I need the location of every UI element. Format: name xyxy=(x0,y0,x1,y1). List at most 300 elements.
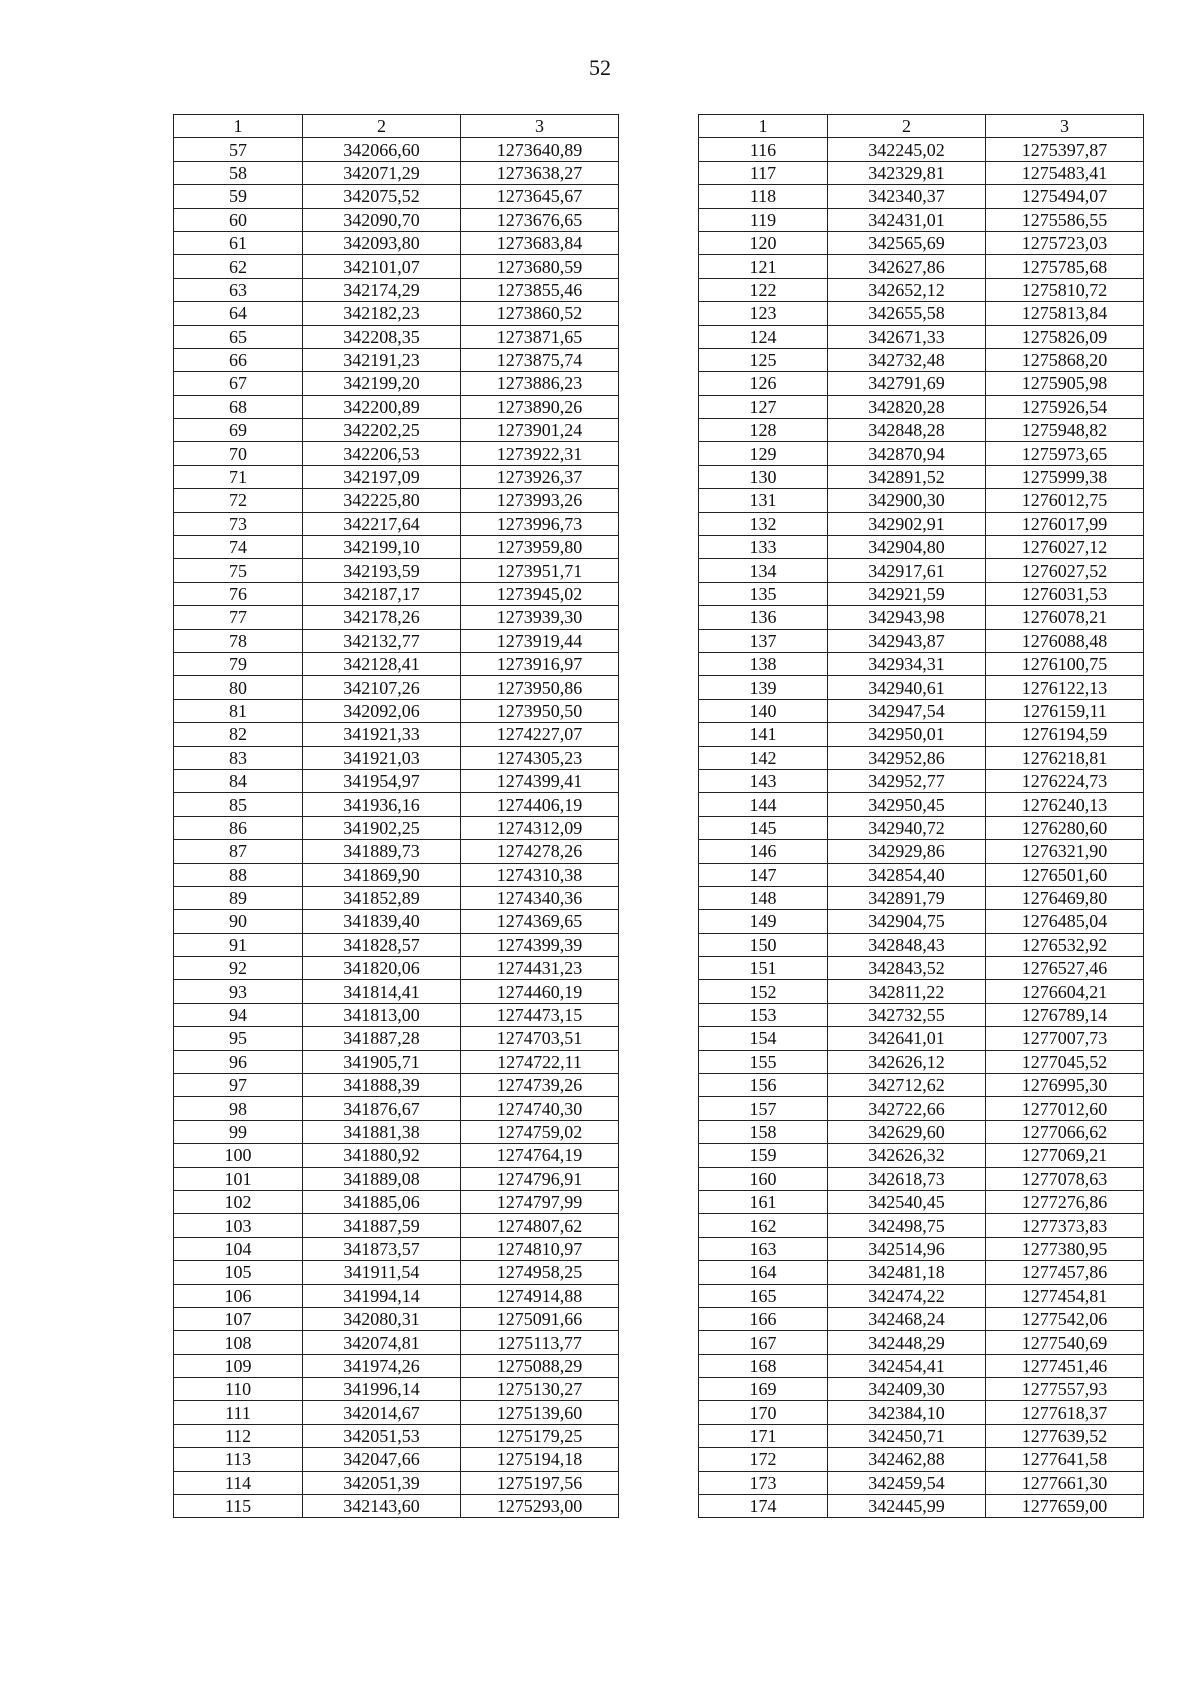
point-number-cell: 127 xyxy=(699,395,828,418)
x-coordinate-cell: 342468,24 xyxy=(828,1307,986,1330)
point-number-cell: 160 xyxy=(699,1167,828,1190)
y-coordinate-cell: 1275088,29 xyxy=(461,1354,619,1377)
x-coordinate-cell: 342641,01 xyxy=(828,1027,986,1050)
point-number-cell: 167 xyxy=(699,1331,828,1354)
point-number-cell: 115 xyxy=(174,1495,303,1518)
table-row xyxy=(699,372,1144,395)
x-coordinate-cell: 341954,97 xyxy=(303,769,461,792)
point-number-cell: 143 xyxy=(699,769,828,792)
table-row xyxy=(174,559,619,582)
x-coordinate-cell: 342627,86 xyxy=(828,255,986,278)
point-number-cell: 79 xyxy=(174,652,303,675)
y-coordinate-cell: 1273950,86 xyxy=(461,676,619,699)
column-header-3: 3 xyxy=(461,115,619,138)
x-coordinate-cell: 342732,55 xyxy=(828,1003,986,1026)
y-coordinate-cell: 1276501,60 xyxy=(986,863,1144,886)
table-row xyxy=(174,606,619,629)
point-number-cell: 68 xyxy=(174,395,303,418)
y-coordinate-cell: 1274759,02 xyxy=(461,1120,619,1143)
y-coordinate-cell: 1273922,31 xyxy=(461,442,619,465)
table-row xyxy=(699,957,1144,980)
table-row xyxy=(174,465,619,488)
y-coordinate-cell: 1274278,26 xyxy=(461,840,619,863)
point-number-cell: 134 xyxy=(699,559,828,582)
table-row xyxy=(174,348,619,371)
y-coordinate-cell: 1277618,37 xyxy=(986,1401,1144,1424)
x-coordinate-cell: 341820,06 xyxy=(303,957,461,980)
table-row xyxy=(174,746,619,769)
point-number-cell: 110 xyxy=(174,1378,303,1401)
point-number-cell: 170 xyxy=(699,1401,828,1424)
y-coordinate-cell: 1277066,62 xyxy=(986,1120,1144,1143)
point-number-cell: 119 xyxy=(699,208,828,231)
x-coordinate-cell: 341881,38 xyxy=(303,1120,461,1143)
point-number-cell: 163 xyxy=(699,1237,828,1260)
point-number-cell: 101 xyxy=(174,1167,303,1190)
point-number-cell: 106 xyxy=(174,1284,303,1307)
table-row xyxy=(699,1144,1144,1167)
table-row xyxy=(174,1027,619,1050)
x-coordinate-cell: 342712,62 xyxy=(828,1074,986,1097)
y-coordinate-cell: 1276218,81 xyxy=(986,746,1144,769)
x-coordinate-cell: 342128,41 xyxy=(303,652,461,675)
point-number-cell: 125 xyxy=(699,348,828,371)
table-row xyxy=(699,465,1144,488)
point-number-cell: 146 xyxy=(699,840,828,863)
x-coordinate-cell: 342514,96 xyxy=(828,1237,986,1260)
x-coordinate-cell: 342445,99 xyxy=(828,1495,986,1518)
x-coordinate-cell: 341813,00 xyxy=(303,1003,461,1026)
y-coordinate-cell: 1275179,25 xyxy=(461,1424,619,1447)
table-row xyxy=(699,793,1144,816)
point-number-cell: 116 xyxy=(699,138,828,161)
x-coordinate-cell: 342498,75 xyxy=(828,1214,986,1237)
y-coordinate-cell: 1275785,68 xyxy=(986,255,1144,278)
table-row xyxy=(174,1354,619,1377)
x-coordinate-cell: 341814,41 xyxy=(303,980,461,1003)
table-row xyxy=(174,512,619,535)
point-number-cell: 137 xyxy=(699,629,828,652)
y-coordinate-cell: 1273959,80 xyxy=(461,536,619,559)
x-coordinate-cell: 341887,59 xyxy=(303,1214,461,1237)
point-number-cell: 72 xyxy=(174,489,303,512)
table-row xyxy=(699,1284,1144,1307)
point-number-cell: 77 xyxy=(174,606,303,629)
x-coordinate-cell: 342174,29 xyxy=(303,278,461,301)
y-coordinate-cell: 1277661,30 xyxy=(986,1471,1144,1494)
x-coordinate-cell: 342208,35 xyxy=(303,325,461,348)
x-coordinate-cell: 342092,06 xyxy=(303,699,461,722)
point-number-cell: 162 xyxy=(699,1214,828,1237)
point-number-cell: 61 xyxy=(174,231,303,254)
x-coordinate-cell: 342107,26 xyxy=(303,676,461,699)
y-coordinate-cell: 1274406,19 xyxy=(461,793,619,816)
y-coordinate-cell: 1274310,38 xyxy=(461,863,619,886)
table-row xyxy=(699,676,1144,699)
y-coordinate-cell: 1273875,74 xyxy=(461,348,619,371)
x-coordinate-cell: 342014,67 xyxy=(303,1401,461,1424)
x-coordinate-cell: 342618,73 xyxy=(828,1167,986,1190)
table-row xyxy=(699,1354,1144,1377)
y-coordinate-cell: 1274722,11 xyxy=(461,1050,619,1073)
table-row xyxy=(174,1401,619,1424)
point-number-cell: 132 xyxy=(699,512,828,535)
table-row xyxy=(174,489,619,512)
table-row xyxy=(174,582,619,605)
table-row xyxy=(174,1331,619,1354)
point-number-cell: 159 xyxy=(699,1144,828,1167)
coordinates-table-left xyxy=(173,114,619,1518)
table-row xyxy=(174,255,619,278)
x-coordinate-cell: 342462,88 xyxy=(828,1448,986,1471)
x-coordinate-cell: 342206,53 xyxy=(303,442,461,465)
y-coordinate-cell: 1275723,03 xyxy=(986,231,1144,254)
point-number-cell: 155 xyxy=(699,1050,828,1073)
point-number-cell: 130 xyxy=(699,465,828,488)
table-row xyxy=(174,863,619,886)
table-row xyxy=(699,278,1144,301)
x-coordinate-cell: 341828,57 xyxy=(303,933,461,956)
point-number-cell: 112 xyxy=(174,1424,303,1447)
table-row xyxy=(699,255,1144,278)
point-number-cell: 87 xyxy=(174,840,303,863)
table-row xyxy=(699,442,1144,465)
table-row xyxy=(699,138,1144,161)
table-row xyxy=(174,886,619,909)
table-row xyxy=(699,1003,1144,1026)
x-coordinate-cell: 342891,79 xyxy=(828,886,986,909)
x-coordinate-cell: 341889,73 xyxy=(303,840,461,863)
table-row xyxy=(174,161,619,184)
table-row xyxy=(699,1401,1144,1424)
point-number-cell: 139 xyxy=(699,676,828,699)
y-coordinate-cell: 1277639,52 xyxy=(986,1424,1144,1447)
point-number-cell: 166 xyxy=(699,1307,828,1330)
x-coordinate-cell: 342952,77 xyxy=(828,769,986,792)
y-coordinate-cell: 1273945,02 xyxy=(461,582,619,605)
x-coordinate-cell: 342080,31 xyxy=(303,1307,461,1330)
x-coordinate-cell: 342199,20 xyxy=(303,372,461,395)
table-row xyxy=(174,1448,619,1471)
table-row xyxy=(174,1214,619,1237)
table-row xyxy=(174,769,619,792)
y-coordinate-cell: 1277069,21 xyxy=(986,1144,1144,1167)
x-coordinate-cell: 342431,01 xyxy=(828,208,986,231)
y-coordinate-cell: 1273939,30 xyxy=(461,606,619,629)
table-row xyxy=(174,442,619,465)
table-row xyxy=(174,1471,619,1494)
y-coordinate-cell: 1275194,18 xyxy=(461,1448,619,1471)
table-row xyxy=(699,863,1144,886)
point-number-cell: 142 xyxy=(699,746,828,769)
point-number-cell: 93 xyxy=(174,980,303,1003)
table-row xyxy=(699,1190,1144,1213)
table-row xyxy=(699,208,1144,231)
x-coordinate-cell: 342921,59 xyxy=(828,582,986,605)
table-row xyxy=(699,419,1144,442)
x-coordinate-cell: 342090,70 xyxy=(303,208,461,231)
x-coordinate-cell: 342409,30 xyxy=(828,1378,986,1401)
table-row xyxy=(699,395,1144,418)
y-coordinate-cell: 1273886,23 xyxy=(461,372,619,395)
table-row xyxy=(174,676,619,699)
point-number-cell: 100 xyxy=(174,1144,303,1167)
x-coordinate-cell: 342202,25 xyxy=(303,419,461,442)
y-coordinate-cell: 1275973,65 xyxy=(986,442,1144,465)
y-coordinate-cell: 1275926,54 xyxy=(986,395,1144,418)
table-row xyxy=(699,1471,1144,1494)
point-number-cell: 96 xyxy=(174,1050,303,1073)
x-coordinate-cell: 342655,58 xyxy=(828,302,986,325)
x-coordinate-cell: 342459,54 xyxy=(828,1471,986,1494)
y-coordinate-cell: 1276027,52 xyxy=(986,559,1144,582)
table-row xyxy=(699,1331,1144,1354)
y-coordinate-cell: 1275397,87 xyxy=(986,138,1144,161)
table-row xyxy=(699,769,1144,792)
y-coordinate-cell: 1274340,36 xyxy=(461,886,619,909)
table-row xyxy=(699,1120,1144,1143)
point-number-cell: 174 xyxy=(699,1495,828,1518)
x-coordinate-cell: 342848,28 xyxy=(828,419,986,442)
point-number-cell: 107 xyxy=(174,1307,303,1330)
y-coordinate-cell: 1277542,06 xyxy=(986,1307,1144,1330)
x-coordinate-cell: 342071,29 xyxy=(303,161,461,184)
table-row xyxy=(174,957,619,980)
table-row xyxy=(699,910,1144,933)
y-coordinate-cell: 1276078,21 xyxy=(986,606,1144,629)
table-row xyxy=(699,723,1144,746)
point-number-cell: 169 xyxy=(699,1378,828,1401)
point-number-cell: 84 xyxy=(174,769,303,792)
table-row xyxy=(699,699,1144,722)
table-row xyxy=(699,746,1144,769)
point-number-cell: 149 xyxy=(699,910,828,933)
table-row xyxy=(174,1378,619,1401)
y-coordinate-cell: 1275868,20 xyxy=(986,348,1144,371)
table-row xyxy=(699,1495,1144,1518)
x-coordinate-cell: 342182,23 xyxy=(303,302,461,325)
y-coordinate-cell: 1277380,95 xyxy=(986,1237,1144,1260)
y-coordinate-cell: 1275813,84 xyxy=(986,302,1144,325)
point-number-cell: 105 xyxy=(174,1261,303,1284)
point-number-cell: 69 xyxy=(174,419,303,442)
table-row xyxy=(699,536,1144,559)
table-row xyxy=(174,793,619,816)
y-coordinate-cell: 1273890,26 xyxy=(461,395,619,418)
x-coordinate-cell: 342187,17 xyxy=(303,582,461,605)
y-coordinate-cell: 1273926,37 xyxy=(461,465,619,488)
point-number-cell: 85 xyxy=(174,793,303,816)
x-coordinate-cell: 342952,86 xyxy=(828,746,986,769)
x-coordinate-cell: 341911,54 xyxy=(303,1261,461,1284)
y-coordinate-cell: 1274914,88 xyxy=(461,1284,619,1307)
point-number-cell: 80 xyxy=(174,676,303,699)
x-coordinate-cell: 342448,29 xyxy=(828,1331,986,1354)
point-number-cell: 171 xyxy=(699,1424,828,1447)
x-coordinate-cell: 342722,66 xyxy=(828,1097,986,1120)
x-coordinate-cell: 342200,89 xyxy=(303,395,461,418)
y-coordinate-cell: 1273640,89 xyxy=(461,138,619,161)
y-coordinate-cell: 1275948,82 xyxy=(986,419,1144,442)
y-coordinate-cell: 1275091,66 xyxy=(461,1307,619,1330)
x-coordinate-cell: 342900,30 xyxy=(828,489,986,512)
x-coordinate-cell: 342940,61 xyxy=(828,676,986,699)
y-coordinate-cell: 1277276,86 xyxy=(986,1190,1144,1213)
table-row xyxy=(174,419,619,442)
table-row xyxy=(174,840,619,863)
x-coordinate-cell: 342193,59 xyxy=(303,559,461,582)
x-coordinate-cell: 342245,02 xyxy=(828,138,986,161)
y-coordinate-cell: 1274807,62 xyxy=(461,1214,619,1237)
y-coordinate-cell: 1274739,26 xyxy=(461,1074,619,1097)
point-number-cell: 59 xyxy=(174,185,303,208)
point-number-cell: 147 xyxy=(699,863,828,886)
point-number-cell: 66 xyxy=(174,348,303,371)
y-coordinate-cell: 1275586,55 xyxy=(986,208,1144,231)
point-number-cell: 97 xyxy=(174,1074,303,1097)
table-row xyxy=(699,840,1144,863)
point-number-cell: 86 xyxy=(174,816,303,839)
x-coordinate-cell: 342671,33 xyxy=(828,325,986,348)
table-row xyxy=(699,185,1144,208)
point-number-cell: 122 xyxy=(699,278,828,301)
table-row xyxy=(174,208,619,231)
table-row xyxy=(699,1448,1144,1471)
y-coordinate-cell: 1274305,23 xyxy=(461,746,619,769)
table-header-row xyxy=(174,115,619,138)
x-coordinate-cell: 342101,07 xyxy=(303,255,461,278)
y-coordinate-cell: 1277641,58 xyxy=(986,1448,1144,1471)
x-coordinate-cell: 342904,80 xyxy=(828,536,986,559)
point-number-cell: 92 xyxy=(174,957,303,980)
x-coordinate-cell: 342066,60 xyxy=(303,138,461,161)
table-row xyxy=(699,559,1144,582)
x-coordinate-cell: 342791,69 xyxy=(828,372,986,395)
table-body-right xyxy=(699,115,1144,1518)
table-row xyxy=(174,629,619,652)
x-coordinate-cell: 342929,86 xyxy=(828,840,986,863)
y-coordinate-cell: 1277540,69 xyxy=(986,1331,1144,1354)
point-number-cell: 111 xyxy=(174,1401,303,1424)
x-coordinate-cell: 341888,39 xyxy=(303,1074,461,1097)
x-coordinate-cell: 342481,18 xyxy=(828,1261,986,1284)
x-coordinate-cell: 342950,01 xyxy=(828,723,986,746)
point-number-cell: 73 xyxy=(174,512,303,535)
x-coordinate-cell: 341887,28 xyxy=(303,1027,461,1050)
table-row xyxy=(174,910,619,933)
y-coordinate-cell: 1277557,93 xyxy=(986,1378,1144,1401)
x-coordinate-cell: 342540,45 xyxy=(828,1190,986,1213)
y-coordinate-cell: 1273996,73 xyxy=(461,512,619,535)
point-number-cell: 150 xyxy=(699,933,828,956)
x-coordinate-cell: 342854,40 xyxy=(828,863,986,886)
y-coordinate-cell: 1276604,21 xyxy=(986,980,1144,1003)
table-row xyxy=(174,1120,619,1143)
y-coordinate-cell: 1274399,39 xyxy=(461,933,619,956)
y-coordinate-cell: 1274796,91 xyxy=(461,1167,619,1190)
y-coordinate-cell: 1274460,19 xyxy=(461,980,619,1003)
x-coordinate-cell: 342329,81 xyxy=(828,161,986,184)
point-number-cell: 78 xyxy=(174,629,303,652)
x-coordinate-cell: 342870,94 xyxy=(828,442,986,465)
table-row xyxy=(699,512,1144,535)
y-coordinate-cell: 1276532,92 xyxy=(986,933,1144,956)
x-coordinate-cell: 342340,37 xyxy=(828,185,986,208)
point-number-cell: 164 xyxy=(699,1261,828,1284)
y-coordinate-cell: 1276012,75 xyxy=(986,489,1144,512)
point-number-cell: 133 xyxy=(699,536,828,559)
point-number-cell: 141 xyxy=(699,723,828,746)
x-coordinate-cell: 342904,75 xyxy=(828,910,986,933)
point-number-cell: 144 xyxy=(699,793,828,816)
table-row xyxy=(174,980,619,1003)
y-coordinate-cell: 1276017,99 xyxy=(986,512,1144,535)
x-coordinate-cell: 342848,43 xyxy=(828,933,986,956)
point-number-cell: 70 xyxy=(174,442,303,465)
x-coordinate-cell: 342225,80 xyxy=(303,489,461,512)
point-number-cell: 124 xyxy=(699,325,828,348)
point-number-cell: 123 xyxy=(699,302,828,325)
point-number-cell: 94 xyxy=(174,1003,303,1026)
table-row xyxy=(699,1261,1144,1284)
table-row xyxy=(174,1190,619,1213)
table-row xyxy=(699,886,1144,909)
x-coordinate-cell: 341921,33 xyxy=(303,723,461,746)
y-coordinate-cell: 1274958,25 xyxy=(461,1261,619,1284)
y-coordinate-cell: 1273916,97 xyxy=(461,652,619,675)
coordinates-table-right xyxy=(698,114,1144,1518)
point-number-cell: 67 xyxy=(174,372,303,395)
y-coordinate-cell: 1277659,00 xyxy=(986,1495,1144,1518)
column-header-1: 1 xyxy=(174,115,303,138)
y-coordinate-cell: 1275139,60 xyxy=(461,1401,619,1424)
x-coordinate-cell: 342384,10 xyxy=(828,1401,986,1424)
point-number-cell: 114 xyxy=(174,1471,303,1494)
table-row xyxy=(699,582,1144,605)
table-row xyxy=(174,1307,619,1330)
table-header-row xyxy=(699,115,1144,138)
point-number-cell: 158 xyxy=(699,1120,828,1143)
x-coordinate-cell: 342626,12 xyxy=(828,1050,986,1073)
table-row xyxy=(174,325,619,348)
point-number-cell: 120 xyxy=(699,231,828,254)
table-row xyxy=(174,1003,619,1026)
column-header-2: 2 xyxy=(303,115,461,138)
point-number-cell: 118 xyxy=(699,185,828,208)
table-row xyxy=(699,489,1144,512)
y-coordinate-cell: 1276789,14 xyxy=(986,1003,1144,1026)
x-coordinate-cell: 342950,45 xyxy=(828,793,986,816)
x-coordinate-cell: 341974,26 xyxy=(303,1354,461,1377)
y-coordinate-cell: 1274703,51 xyxy=(461,1027,619,1050)
x-coordinate-cell: 341996,14 xyxy=(303,1378,461,1401)
y-coordinate-cell: 1274399,41 xyxy=(461,769,619,792)
point-number-cell: 131 xyxy=(699,489,828,512)
x-coordinate-cell: 342197,09 xyxy=(303,465,461,488)
y-coordinate-cell: 1273951,71 xyxy=(461,559,619,582)
point-number-cell: 103 xyxy=(174,1214,303,1237)
x-coordinate-cell: 342626,32 xyxy=(828,1144,986,1167)
column-header-3: 3 xyxy=(986,115,1144,138)
y-coordinate-cell: 1276280,60 xyxy=(986,816,1144,839)
table-row xyxy=(174,933,619,956)
x-coordinate-cell: 341902,25 xyxy=(303,816,461,839)
x-coordinate-cell: 341994,14 xyxy=(303,1284,461,1307)
point-number-cell: 148 xyxy=(699,886,828,909)
point-number-cell: 57 xyxy=(174,138,303,161)
y-coordinate-cell: 1277012,60 xyxy=(986,1097,1144,1120)
table-row xyxy=(174,1074,619,1097)
